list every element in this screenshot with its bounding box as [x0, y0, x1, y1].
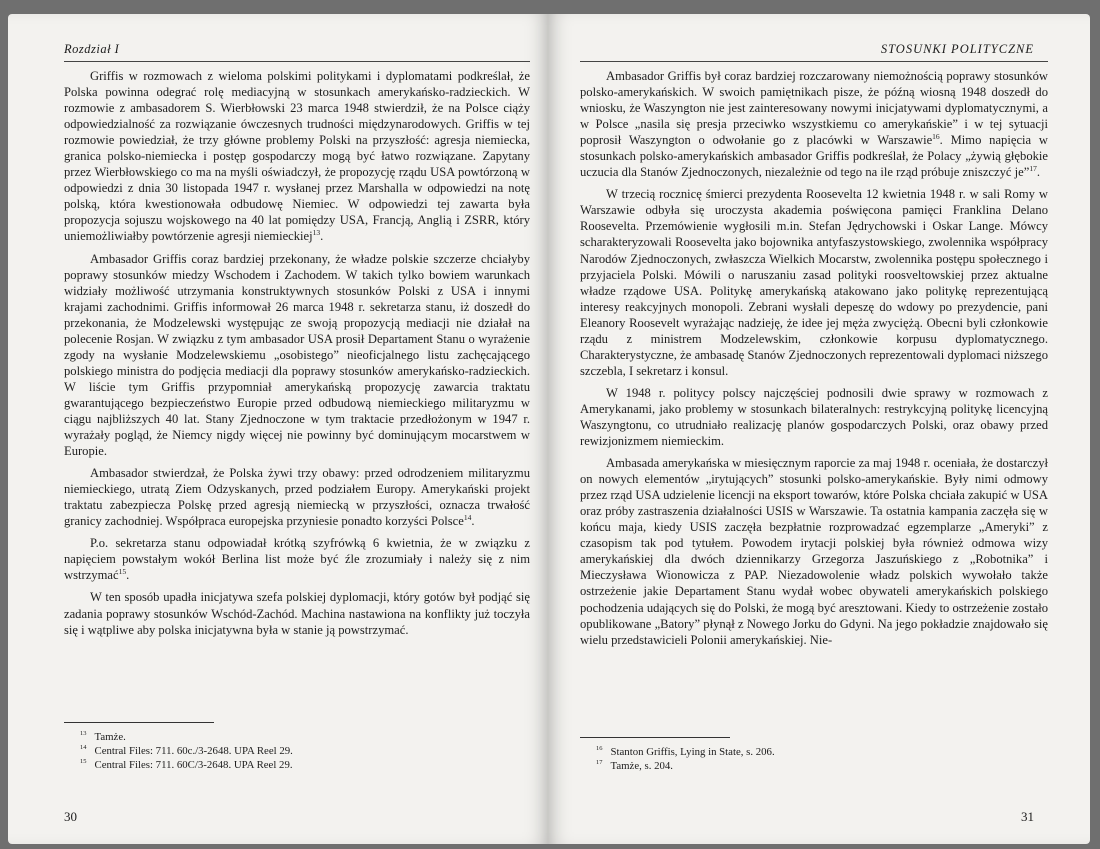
left-page [8, 14, 548, 844]
paragraph: Ambasador Griffis coraz bardziej przekonany, że władze polskie szczerze chciałyby poprawy stosunków miedzy Wschodem i Zachodem. W takich tylko bowiem warunkach widziały możliwość utrzymania konstruktywnych stosunków Polski z USA i innymi krajami zachodnimi. Griffis informował 26 marca 1948 r. sekretarza stanu, iż doszedł do przekonania, że Modzelewski występując ze swoją propozycją mediacji nie działał na polecenie Rosjan. W związku z tym ambasador USA prosił Departament Stanu o wyrażenie zgody na wysłanie Modzelewskiemu „osobistego” nieoficjalnego listu zachęcającego polskiego ministra do podjęcia mediacji dla poprawy stosunków amerykańsko-radzieckich. W liście tym Griffis przypomniał amerykańską propozycję zawarcia traktatu gwarantującego bezpieczeństwo Europie przed odbudową niemieckiego militaryzmu w ciągu najbliższych 40 lat. Stany Zjednoczone w tym traktacie przedłożonym w 1947 r. wyrażały pogląd, że Niemcy nigdy więcej nie powinny być dominującym mocarstwem w Europie. [64, 251, 530, 459]
footnote: $^{14}$ Central Files: 711. 60c./3-2648. UPA Reel 29. [80, 744, 293, 757]
running-head-right: STOSUNKI POLITYCZNE [880, 42, 1034, 56]
paragraph: Ambasador stwierdzał, że Polska żywi trzy obawy: przed odrodzeniem militaryzmu niemieckiego, utratą Ziem Odzyskanych, przed podziałem Europy. Amerykański projekt traktatu zabezpiecza Polskę przed agresją niemiecką w przyszłości, oznacza trwałość granicy zachodniej. Współpraca europejska przyniesie ponadto korzyści Polsce$^{14}$. [64, 466, 530, 529]
paragraph: P.o. sekretarza stanu odpowiadał krótką szyfrówką 6 kwietnia, że w związku z napięciem powstałym wokół Berlina list może być źle zrozumiały i należy się z nim wstrzymać$^{15}$. [64, 536, 530, 583]
footnotes-right [596, 745, 775, 773]
footnote: $^{15}$ Central Files: 711. 60C/3-2648. UPA Reel 29. [80, 758, 293, 771]
running-head-left: Rozdział I [64, 42, 120, 56]
footnote-ref: 13 [312, 228, 321, 238]
paragraph: Ambasador Griffis był coraz bardziej rozczarowany niemożnością poprawy stosunków polsko-amerykańskich. W swoich pamiętnikach pisze, że późną wiosną 1948 doszedł do wniosku, że Waszyngton nie jest zainteresowany nowymi inicjatywami dyplomatycznymi, a w Polsce „nasila się presja przeciwko wszystkiemu co amerykańskie” i w tej sytuacji poprosił Waszyngton o odwołanie go z placówki w Warszawie$^{16}$. Mimo napięcia w stosunkach polsko-amerykańskich ambasador Griffis podkreślał, że Polacy „żywią głębokie uczucia dla Stanów Zjednoczonych, niezależnie od tego na ile rząd próbuje zniszczyć je”$^{17}$. [580, 69, 1048, 180]
footnote: $^{16}$ Stanton Griffis, Lying in State, s. 206. [596, 745, 775, 758]
left-page-body [64, 68, 530, 644]
footnote-rule-left [64, 722, 214, 723]
paragraph: W 1948 r. politycy polscy najczęściej podnosili dwie sprawy w rozmowach z Amerykanami, jako problemy w stosunkach bilateralnych: restrykcyjną politykę licencyjną Waszyngtonu, co utrudniało realizację planów gospodarczych Polski, oraz obawy przed rewizjonizmem niemieckim. [580, 385, 1048, 449]
header-rule-right [580, 61, 1048, 62]
header-rule-left [64, 61, 530, 62]
right-page [548, 14, 1090, 844]
page-number-left: 30 [64, 809, 77, 824]
footnote-ref: 15 [118, 567, 127, 577]
footnote: $^{13}$ Tamże. [80, 730, 126, 743]
right-page-body [580, 68, 1048, 654]
paragraph: Griffis w rozmowach z wieloma polskimi politykami i dyplomatami podkreślał, że Polska powinna odegrać rolę mediacyjną w stosunkach amerykańsko-radzieckich. W rozmowie z ambasadorem S. Wierbłowski 23 marca 1948 stwierdził, że na Polsce ciąży odpowiedzialność za rozwiązanie ówczesnych trudności międzynarodowych. Griffis w tej rozmowie powiedział, że trzy główne problemy Polski na przyszłość: agresja niemiecka, granica polsko-niemiecka i postęp gospodarczy mogą być łatwo rozwiązane. Zapytany przez Wierbłowskiego co ma na myśli oświadczył, że propozycję rządu USA powtórzoną w odpowiedzi z dnia 30 listopada 1947 r. wysłanej przez Marshalla w odpowiedzi na notę polską, która kwestionowała odbudowę Niemiec. W odpowiedzi tej zawarta była propozycja sojuszu wojskowego na 40 lat pomiędzy USA, Francją, Anglią i ZSRR, który uniemożliwiałby powtórzenie agresji niemieckiej$^{13}$. [64, 69, 530, 244]
paragraph: Ambasada amerykańska w miesięcznym raporcie za maj 1948 r. oceniała, że dostarczył on nowych elementów „irytujących” stosunki polsko-amerykańskie. Były nimi odmowy przez rząd USA udzielenie licencji na eksport towarów, które Polska chciała zakupić w USA oraz próby zastraszenia działalności USIS w Warszawie. Ta ostatnia kampania zaczęła się w końcu maja, kiedy USIS zaczęła bezpłatnie rozprowadzać egzemplarze „Ameryki” z czasopism tak pod tytułem. Powodem irytacji polskiej była również odmowa wizy amerykańskiej dla dwóch dziennikarzy Grzegorza Jaszuńskiego z „Robotnika” i Mieczysława Wionowicza z PAP. Niezadowolenie władz polskich wywołało także ostrzeżenie jakie Departament Stanu wydał wobec obywateli amerykańskich polskiego pochodzenia udających się do Polski, że mogą być aresztowani. Kiedy to ostrzeżenie zostało opublikowane „Batory” płynął z Nowego Jorku do Gdyni. Na jego pokładzie znajdowało się wielu przedstawicieli Polonii amerykańskiej. Nie- [580, 456, 1048, 647]
page-number-right: 31 [1021, 809, 1034, 824]
paragraph: W ten sposób upadła inicjatywa szefa polskiej dyplomacji, który gotów był podjąć się zadania poprawy stosunków Wschód-Zachód. Machina nastawiona na konflikty już toczyła się i wątpliwe aby polska inicjatywna była w stanie ją powstrzymać. [64, 590, 530, 637]
footnotes-left [80, 730, 293, 772]
paragraph: W trzecią rocznicę śmierci prezydenta Roosevelta 12 kwietnia 1948 r. w sali Romy w Warszawie odbyła się uroczysta akademia poświęcona pamięci Franklina Delano Roosevelta. Przemówienie wygłosili m.in. Stefan Jędrychowski i Oskar Lange. Mówcy scharakteryzowali Roosevelta jako bojownika antyfaszystowskiego, zwolennika współpracy Narodów Zjednoczonych, zwłaszcza Wielkich Mocarstw, zwolennika postępu społecznego i przyjaciela Polski. Mówili o naruszaniu zasad polityki roosveltowskiej przez aktualne władze rządowe USA. Politykę amerykańską atakowano jako politykę reprezentującą interesy reakcyjnych monopoli. Zebrani wysłali depeszę do wdowy po prezydencie, pani Eleanory Roosevelt wyrażając nadzieję, że idee jej męża zwyciężą. Obecni byli członkowie rządu z ministrem Modzelewskim, członkowie korpusu dyplomatycznego. Charakterystyczne, że ambasadę Stanów Zjednoczonych reprezentowali dyplomaci niższego szczebla, I sekretarz i konsul. [580, 187, 1048, 378]
footnote: $^{17}$ Tamże, s. 204. [596, 759, 674, 772]
footnote-ref: 17 [1029, 164, 1037, 174]
footnote-ref: 16 [932, 132, 940, 141]
footnote-rule-right [580, 737, 730, 738]
footnote-ref: 14 [463, 513, 472, 523]
